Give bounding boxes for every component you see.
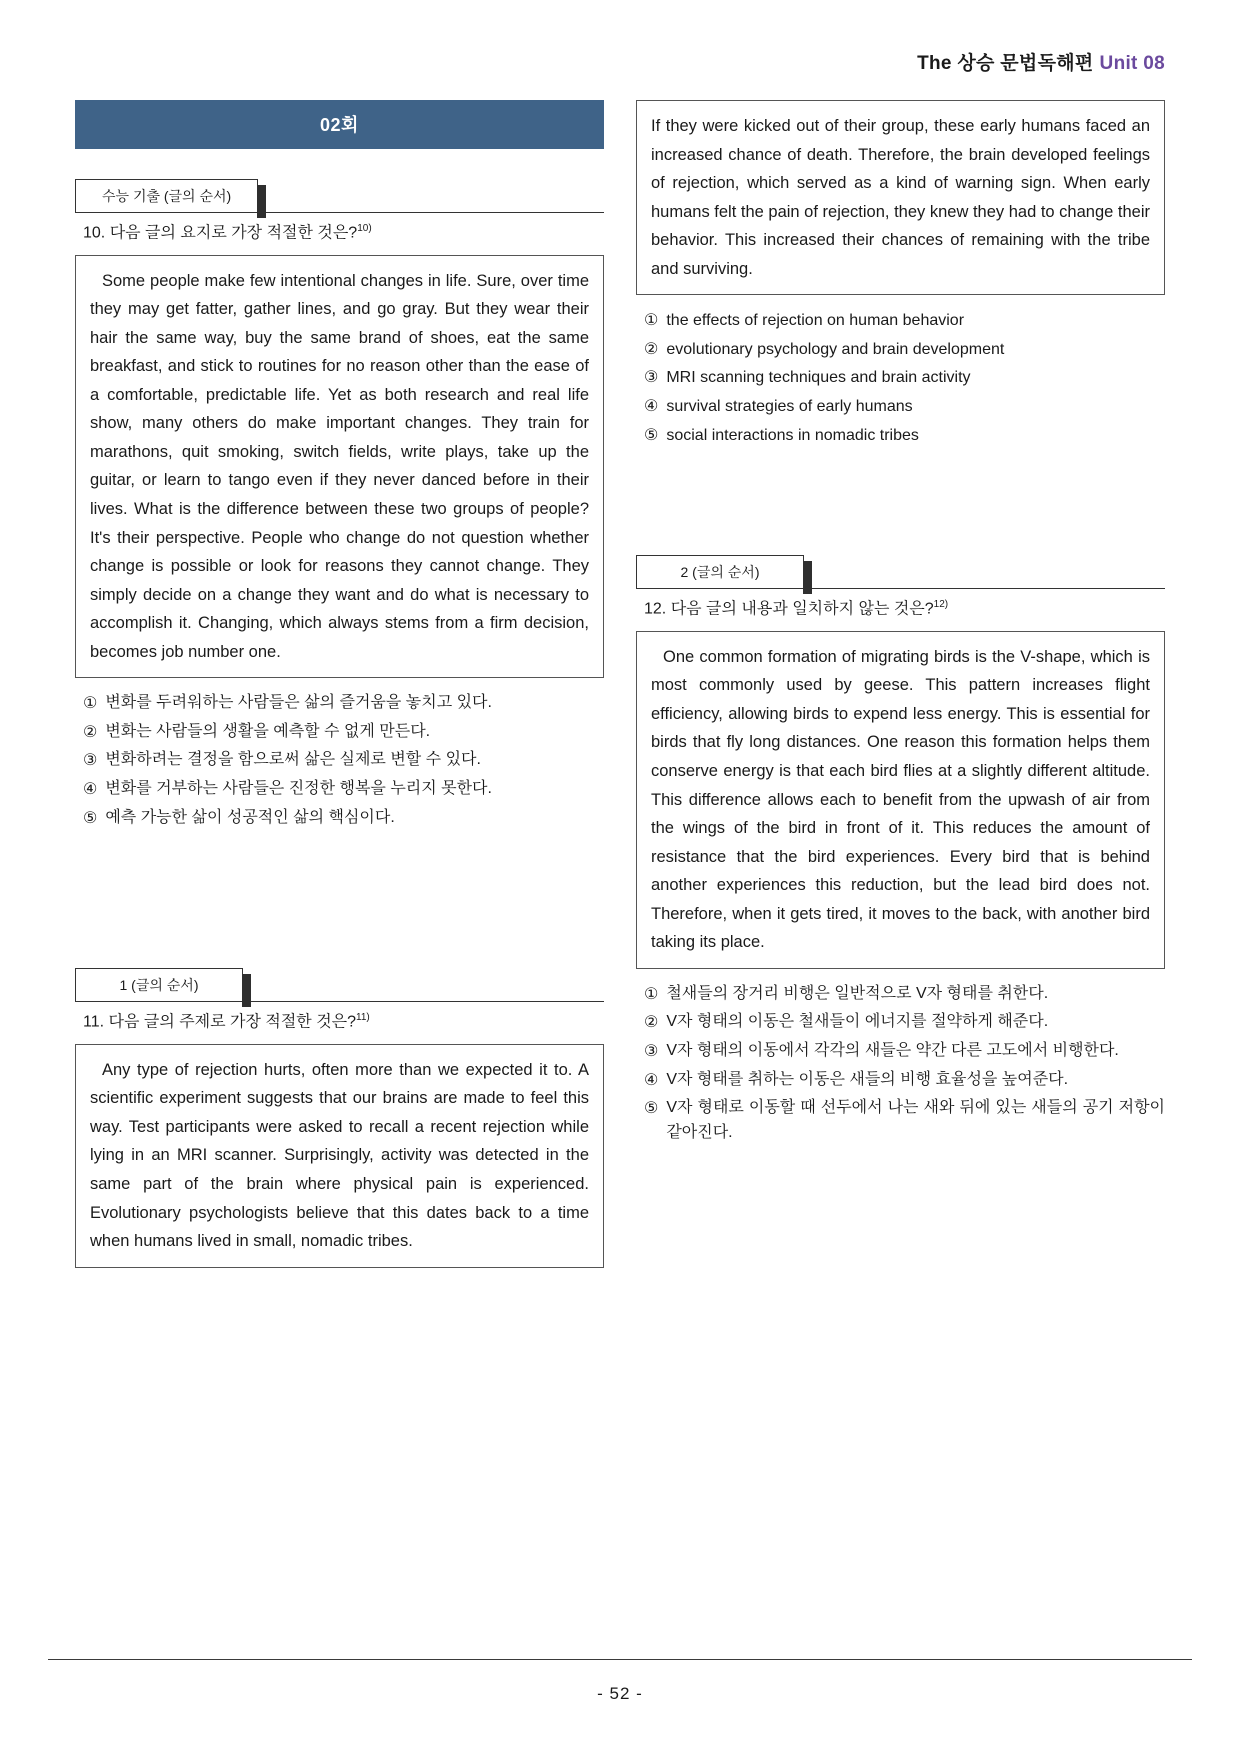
choice-option[interactable]: [644, 308, 1165, 334]
choice-number: ④: [83, 780, 98, 798]
choice-number: ④: [644, 1071, 659, 1089]
column-spacer: [75, 834, 604, 938]
passage-box-11-continued: [636, 100, 1165, 295]
passage-box-12: [636, 631, 1165, 969]
footer-divider: [48, 1659, 1192, 1660]
choice-number: ①: [83, 695, 98, 713]
passage-text: One common formation of migrating birds is the V-shape, which is most commonly used by geese. This pattern increases flight efficiency, allowing birds to expend less energy. This is essential for birds that fly long distances. One reason this formation helps them conserve energy is that each bird flies at a slightly different altitude. This difference allows each to benefit from the upwash of air from the wings of the bird in front of it. This reduces the amount of resistance that the bird experiences. Every bird that is behind another experiences this reduction, but the lead bird does not. Therefore, when it gets tired, it moves to the back, with another bird taking its place.: [651, 647, 1150, 952]
choice-text: 변화는 사람들의 생활을 예측할 수 없게 만든다.: [105, 722, 431, 740]
choice-option[interactable]: [644, 365, 1165, 391]
choice-option[interactable]: [83, 748, 604, 774]
choice-number: ③: [83, 752, 98, 770]
choice-text: survival strategies of early humans: [666, 397, 913, 415]
page-number: - 52 -: [597, 1684, 643, 1703]
question-text: 11. 다음 글의 주제로 가장 적절한 것은?: [83, 1013, 357, 1031]
choice-text: the effects of rejection on human behavior: [666, 312, 965, 330]
question-prompt-11: [83, 1011, 604, 1034]
header-unit: Unit 08: [1099, 53, 1165, 74]
section-tab-label: 2 (글의 순서): [636, 555, 804, 588]
choice-number: ①: [644, 985, 659, 1003]
left-column: [75, 100, 604, 1268]
passage-text: Some people make few intentional changes in life. Sure, over time they may get fatter, gather lines, and go gray. But they wear their hair the same way, buy the same brand of shoes, eat the same breakfast, and stick to routines for no reason other than the ease of a comfortable, predictable life. Yet as both research and real life show, many others do make important changes. They train for marathons, quit smoking, switch fields, write plays, take up the guitar, or learn to tango even if they never danced before in their lives. What is the difference between these two groups of people? It's their perspective. People who change do not question whether change is possible or look for reasons they cannot change. They simply decide on a change they want and do what is necessary to accomplish it. Changing, which always stems from a firm decision, becomes job number one.: [90, 271, 589, 661]
choice-text: V자 형태를 취하는 이동은 새들의 비행 효율성을 높여준다.: [666, 1070, 1069, 1088]
choice-text: 변화를 거부하는 사람들은 진정한 행복을 누리지 못한다.: [105, 779, 492, 797]
question-prompt-10: [83, 222, 604, 245]
choice-option[interactable]: [83, 720, 604, 746]
choice-number: ②: [644, 1014, 659, 1032]
choice-text: 변화를 두려워하는 사람들은 삶의 즐거움을 놓치고 있다.: [105, 694, 492, 712]
section-tab-12: [636, 555, 1165, 589]
choice-text: V자 형태로 이동할 때 선두에서 나는 새와 뒤에 있는 새들의 공기 저항이 같아진다.: [666, 1099, 1165, 1141]
choice-option[interactable]: [644, 982, 1165, 1008]
question-text: 10. 다음 글의 요지로 가장 적절한 것은?: [83, 224, 358, 242]
passage-text: If they were kicked out of their group, these early humans faced an increased chance of death. Therefore, the brain developed feelings of rejection, which served as a kind of warning sign. When early humans felt the pain of rejection, they knew they had to change their behavior. This increased their chances of remaining with the tribe and surviving.: [651, 117, 1150, 278]
choice-option[interactable]: [83, 691, 604, 717]
question-footnote: 11): [356, 1012, 370, 1024]
question-text: 12. 다음 글의 내용과 일치하지 않는 것은?: [644, 600, 934, 618]
round-title-bar: 02회: [75, 100, 604, 149]
section-tab-11: [75, 968, 604, 1002]
choice-text: V자 형태의 이동에서 각각의 새들은 약간 다른 고도에서 비행한다.: [666, 1041, 1119, 1059]
choice-number: ⑤: [83, 809, 98, 827]
column-spacer: [636, 451, 1165, 525]
header-title: The 상승 문법독해편: [917, 53, 1094, 74]
question-footnote: 10): [357, 223, 372, 234]
choice-option[interactable]: [644, 1096, 1165, 1146]
choice-option[interactable]: [644, 1039, 1165, 1065]
choice-option[interactable]: [644, 1068, 1165, 1094]
choice-text: 변화하려는 결정을 함으로써 삶은 실제로 변할 수 있다.: [105, 751, 481, 769]
section-tab-10: [75, 179, 604, 213]
choice-number: ④: [644, 397, 659, 415]
choices-10: [83, 691, 604, 831]
question-footnote: 12): [933, 599, 949, 611]
content-columns: [75, 100, 1165, 1268]
choice-number: ②: [644, 340, 659, 358]
choice-option[interactable]: [644, 394, 1165, 420]
passage-box-11: [75, 1044, 604, 1268]
choice-option[interactable]: [83, 777, 604, 803]
choice-text: MRI scanning techniques and brain activity: [666, 369, 971, 387]
choice-option[interactable]: [644, 337, 1165, 363]
right-column: [636, 100, 1165, 1268]
choice-text: V자 형태의 이동은 철새들이 에너지를 절약하게 해준다.: [666, 1013, 1049, 1031]
section-tab-label: 1 (글의 순서): [75, 968, 243, 1001]
choice-text: 예측 가능한 삶이 성공적인 삶의 핵심이다.: [105, 808, 395, 826]
choice-option[interactable]: [83, 806, 604, 832]
page-header: [917, 48, 1165, 75]
choice-text: evolutionary psychology and brain development: [666, 340, 1005, 358]
choices-11: [644, 308, 1165, 448]
choice-option[interactable]: [644, 423, 1165, 449]
choice-number: ③: [644, 369, 659, 387]
section-tab-label: 수능 기출 (글의 순서): [75, 179, 258, 212]
choice-text: 철새들의 장거리 비행은 일반적으로 V자 형태를 취한다.: [666, 984, 1049, 1002]
choice-text: social interactions in nomadic tribes: [666, 426, 919, 444]
choice-number: ①: [644, 312, 659, 330]
choice-number: ⑤: [644, 426, 659, 444]
passage-text: Any type of rejection hurts, often more than we expected it to. A scientific experiment suggests that our brains are made to feel this way. Test participants were asked to recall a recent rejection while lying in an MRI scanner. Surprisingly, activity was detected in the same part of the brain where physical pain is experienced. Evolutionary psychologists believe that this dates back to a time when humans lived in small, nomadic tribes.: [90, 1060, 589, 1251]
choices-12: [644, 982, 1165, 1146]
passage-box-10: [75, 255, 604, 678]
choice-number: ⑤: [644, 1100, 659, 1118]
choice-option[interactable]: [644, 1010, 1165, 1036]
choice-number: ②: [83, 723, 98, 741]
choice-number: ③: [644, 1042, 659, 1060]
question-prompt-12: [644, 598, 1165, 621]
